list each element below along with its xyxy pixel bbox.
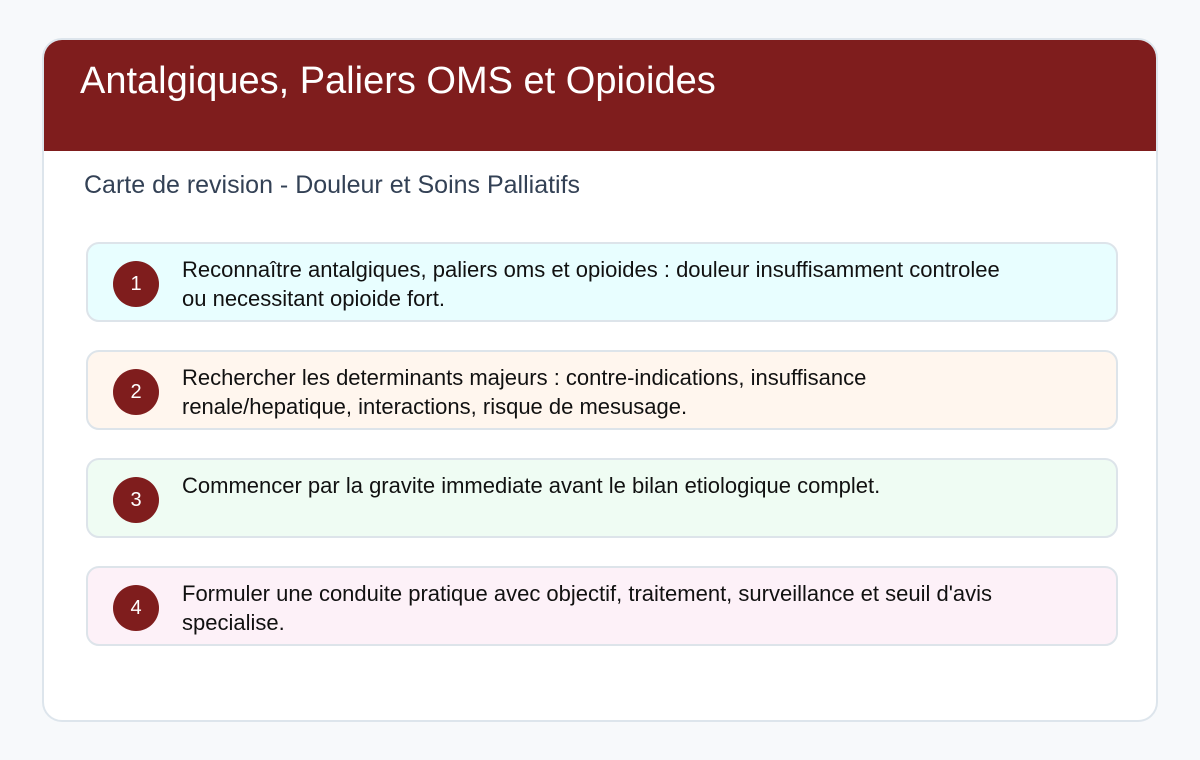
item-number-badge: 2 bbox=[113, 369, 159, 415]
list-item bbox=[86, 242, 1118, 322]
card-subtitle: Carte de revision - Douleur et Soins Palliatifs bbox=[84, 171, 581, 199]
item-text: Commencer par la gravite immediate avant le bilan etiologique complet. bbox=[182, 473, 881, 498]
list-item bbox=[86, 350, 1118, 430]
list-item bbox=[86, 458, 1118, 538]
item-number-badge: 1 bbox=[113, 261, 159, 307]
items-list bbox=[86, 242, 1118, 674]
card-header bbox=[44, 40, 1156, 151]
item-text: Rechercher les determinants majeurs : contre-indications, insuffisance renale/hepatique, interactions, risque de mesusage. bbox=[182, 365, 867, 419]
item-number-badge: 3 bbox=[113, 477, 159, 523]
item-text: Formuler une conduite pratique avec objectif, traitement, surveillance et seuil d'avis specialise. bbox=[182, 581, 993, 635]
item-number-badge: 4 bbox=[113, 585, 159, 631]
revision-card bbox=[42, 38, 1158, 722]
card-title: Antalgiques, Paliers OMS et Opioides bbox=[80, 60, 716, 102]
item-text: Reconnaître antalgiques, paliers oms et opioides : douleur insuffisamment controlee ou necessitant opioide fort. bbox=[182, 257, 1000, 311]
list-item bbox=[86, 566, 1118, 646]
